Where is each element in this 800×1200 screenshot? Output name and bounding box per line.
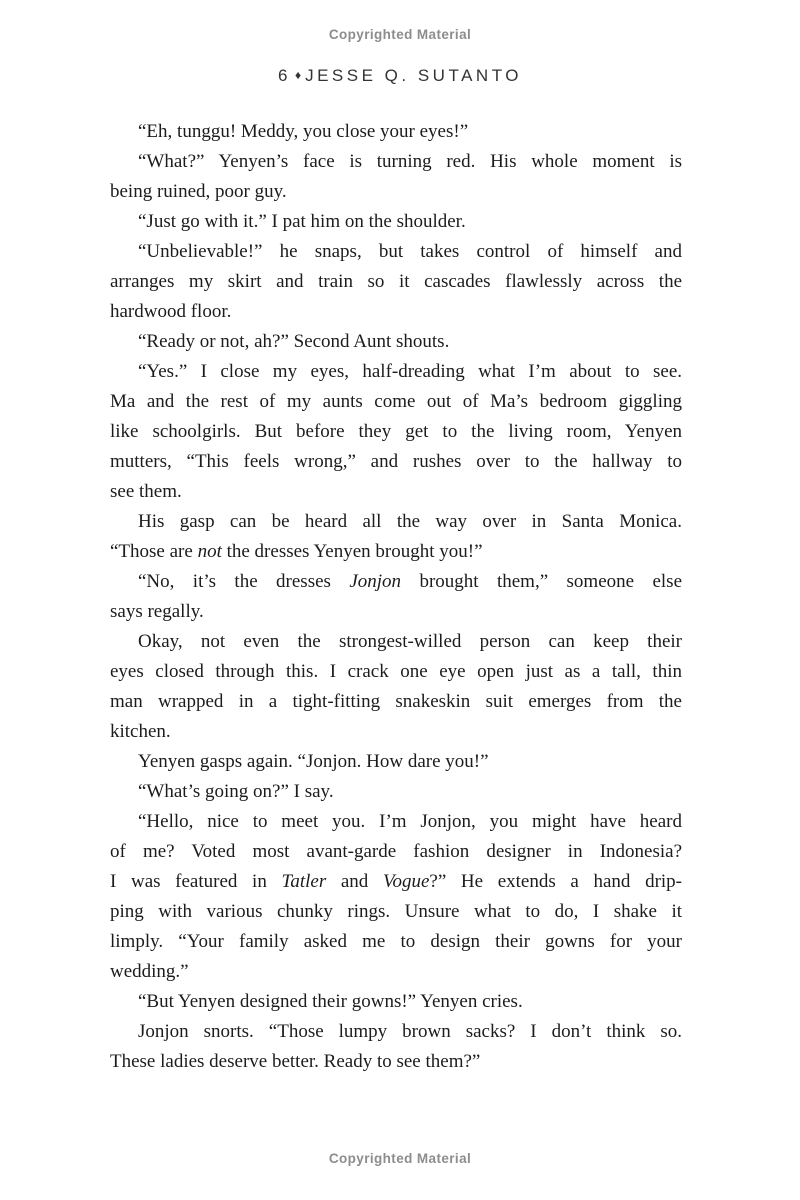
text-line [110,417,682,447]
text-segment: “But Yenyen designed their gowns!” Yenyen cries. [138,991,523,1012]
copyright-notice-bottom: Copyrighted Material [328,1151,472,1166]
text-segment: “Yes.” I close my eyes, half-dreading what I’m about to see. [138,361,682,382]
text-line [110,117,682,147]
copyright-notice-top: Copyrighted Material [328,27,472,42]
italic-text-segment: Jonjon [349,571,402,592]
text-line [110,867,682,897]
text-segment: “Ready or not, ah?” Second Aunt shouts. [138,331,450,352]
italic-text-segment: not [197,541,222,562]
text-line [110,447,682,477]
running-head-author: JESSE Q. SUTANTO [305,66,522,85]
text-line [110,687,682,717]
page-number: 6 [278,66,291,85]
text-segment: like schoolgirls. But before they get to the living room, Yenyen [110,421,682,442]
text-line [110,927,682,957]
text-segment: being ruined, poor guy. [110,181,287,202]
text-segment: Ma and the rest of my aunts come out of Ma’s bedroom giggling [110,391,682,412]
text-line [110,957,682,987]
text-segment: “Just go with it.” I pat him on the shoulder. [138,211,466,232]
text-line [110,327,682,357]
text-segment: “Unbelievable!” he snaps, but takes control of himself and [138,241,682,262]
text-line [110,267,682,297]
text-segment: brought them,” someone else [401,571,682,592]
text-segment: “What’s going on?” I say. [138,781,334,802]
text-segment: man wrapped in a tight-fitting snakeskin suit emerges from the [110,691,682,712]
italic-text-segment: Tatler [281,871,327,892]
text-segment: of me? Voted most avant-garde fashion designer in Indonesia? [110,841,682,862]
text-line [110,597,682,627]
text-segment: hardwood floor. [110,301,232,322]
text-line [110,237,682,267]
text-line [110,387,682,417]
text-line [110,1017,682,1047]
text-segment: eyes closed through this. I crack one eye open just as a tall, thin [110,661,682,682]
text-line [110,147,682,177]
text-line [110,717,682,747]
text-segment: kitchen. [110,721,171,742]
text-segment: and [326,871,383,892]
text-line [110,207,682,237]
text-segment: “Those are [110,541,198,562]
text-line [110,1047,682,1077]
text-line [110,777,682,807]
text-segment: Yenyen gasps again. “Jonjon. How dare you!” [138,751,489,772]
text-line [110,507,682,537]
text-line [110,537,682,567]
text-segment: limply. “Your family asked me to design their gowns for your [110,931,682,952]
italic-text-segment: Vogue [382,871,430,892]
text-line [110,177,682,207]
text-segment: wedding.” [110,961,189,982]
text-segment: Jonjon snorts. “Those lumpy brown sacks? I don’t think so. [138,1021,682,1042]
text-line [110,297,682,327]
text-segment: “Eh, tunggu! Meddy, you close your eyes!” [138,121,469,142]
text-line [110,837,682,867]
text-segment: see them. [110,481,182,502]
text-segment: These ladies deserve better. Ready to see them?” [110,1051,481,1072]
page-body-text [110,117,682,1077]
text-segment: “Hello, nice to meet you. I’m Jonjon, you might have heard [138,811,682,832]
text-line [110,477,682,507]
text-line [110,567,682,597]
text-segment: His gasp can be heard all the way over in Santa Monica. [138,511,682,532]
text-segment: “What?” Yenyen’s face is turning red. His whole moment is [138,151,682,172]
text-segment: Okay, not even the strongest-willed person can keep their [138,631,682,652]
text-segment: says regally. [110,601,204,622]
text-segment: “No, it’s the dresses [138,571,350,592]
text-segment: ?” He extends a hand drip- [429,871,683,892]
diamond-separator-icon: ♦ [294,68,302,82]
text-line [110,897,682,927]
text-segment: arranges my skirt and train so it cascades flawlessly across the [110,271,682,292]
text-segment: mutters, “This feels wrong,” and rushes over to the hallway to [110,451,682,472]
text-segment: the dresses Yenyen brought you!” [221,541,483,562]
text-segment: I was featured in [110,871,282,892]
text-line [110,627,682,657]
text-line [110,747,682,777]
text-line [110,987,682,1017]
text-line [110,807,682,837]
text-line [110,357,682,387]
text-line [110,657,682,687]
running-head [0,66,800,86]
text-segment: ping with various chunky rings. Unsure what to do, I shake it [110,901,682,922]
